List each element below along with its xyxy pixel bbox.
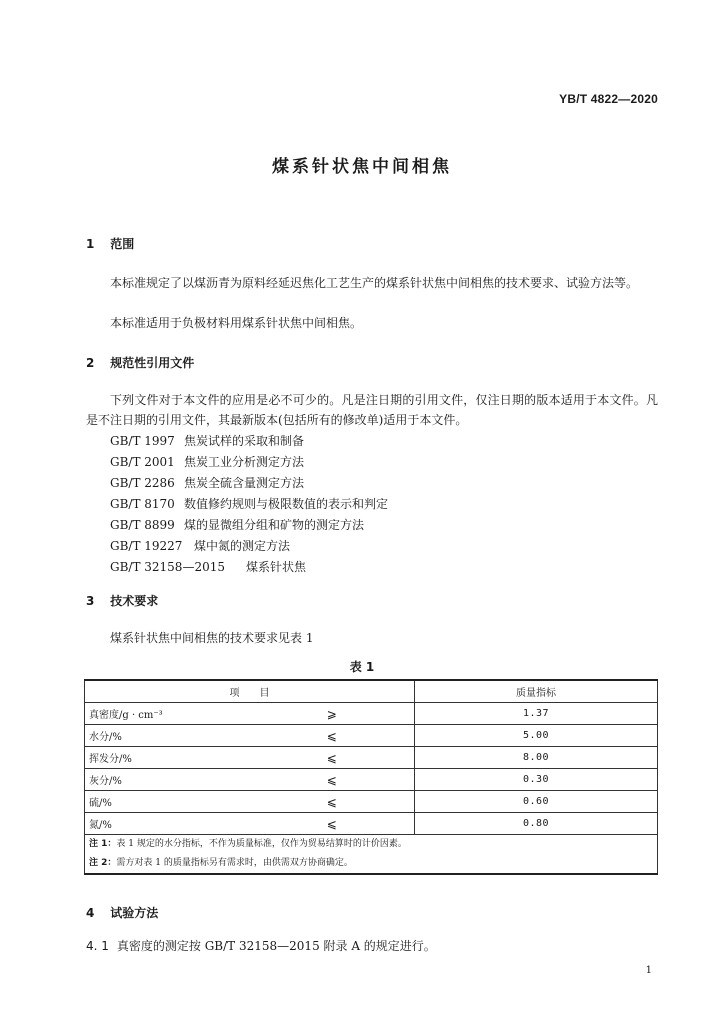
section-number: 4 [86, 906, 95, 920]
table-note-2 [89, 854, 653, 873]
reference-item [110, 431, 388, 452]
reference-code: GB/T 19227 [110, 539, 183, 553]
note-label: 注 1： [89, 839, 117, 849]
reference-code: GB/T 8170 [110, 497, 175, 511]
reference-code: GB/T 8899 [110, 518, 175, 532]
reference-item [110, 452, 388, 473]
row-operator: ⩽ [250, 791, 415, 813]
table-note-1 [89, 835, 653, 854]
table-notes-row [85, 835, 658, 875]
row-item: 硫/% [85, 791, 250, 813]
table-row [85, 703, 658, 725]
table-title: 表 1 [349, 660, 375, 674]
section-4-heading [86, 904, 158, 921]
section-2-paragraph: 下列文件对于本文件的应用是必不可少的。凡是注日期的引用文件，仅注日期的版本适用于本文件。凡是不注日期的引用文件，其最新版本(包括所有的修改单)适用于本文件。 [86, 393, 658, 427]
section-title: 范围 [110, 237, 135, 251]
section-title: 技术要求 [110, 594, 159, 608]
reference-item [110, 557, 388, 578]
reference-code: GB/T 2001 [110, 455, 175, 469]
row-operator: ⩽ [250, 813, 415, 835]
table-row [85, 791, 658, 813]
table-row [85, 725, 658, 747]
section-number: 1 [86, 237, 95, 251]
table-header-row [85, 680, 658, 703]
table-notes [85, 835, 658, 875]
table-row [85, 769, 658, 791]
row-item: 灰分/% [85, 769, 250, 791]
section-1-paragraph-1: 本标准规定了以煤沥青为原料经延迟焦化工艺生产的煤系针状焦中间相焦的技术要求、试验方法等。 [110, 276, 639, 290]
clause-text: 真密度的测定按 GB/T 32158—2015 附录 A 的规定进行。 [116, 939, 436, 953]
reference-item [110, 473, 388, 494]
section-1-paragraph-2: 本标准适用于负极材料用煤系针状焦中间相焦。 [110, 316, 363, 330]
reference-title: 焦炭全硫含量测定方法 [184, 476, 305, 490]
clause-4-1 [86, 937, 436, 954]
reference-title: 数值修约规则与极限数值的表示和判定 [184, 497, 389, 511]
section-2-heading [86, 354, 194, 371]
page-number: 1 [645, 965, 652, 976]
normative-reference-list [110, 431, 388, 578]
row-value: 8.00 [415, 747, 658, 769]
row-value: 0.80 [415, 813, 658, 835]
row-item: 真密度/g · cm⁻³ [85, 703, 250, 725]
section-3-heading [86, 592, 158, 609]
row-value: 1.37 [415, 703, 658, 725]
reference-item [110, 536, 388, 557]
reference-code: GB/T 32158—2015 [110, 560, 225, 574]
reference-title: 煤的显微组分组和矿物的测定方法 [184, 518, 365, 532]
document-title: 煤系针状焦中间相焦 [272, 157, 452, 177]
note-text: 需方对表 1 的质量指标另有需求时，由供需双方协商确定。 [116, 858, 353, 868]
row-operator: ⩽ [250, 747, 415, 769]
row-operator: ⩽ [250, 769, 415, 791]
header-item: 项 目 [85, 680, 415, 703]
row-value: 0.60 [415, 791, 658, 813]
section-3-paragraph: 煤系针状焦中间相焦的技术要求见表 1 [110, 631, 314, 645]
row-operator: ⩽ [250, 725, 415, 747]
row-item: 水分/% [85, 725, 250, 747]
row-value: 5.00 [415, 725, 658, 747]
section-1-heading [86, 235, 134, 252]
standard-code: YB/T 4822—2020 [559, 92, 658, 106]
table-row [85, 747, 658, 769]
reference-title: 焦炭试样的采取和制备 [184, 434, 305, 448]
table-row [85, 813, 658, 835]
section-number: 2 [86, 356, 95, 370]
reference-code: GB/T 2286 [110, 476, 175, 490]
reference-item [110, 494, 388, 515]
row-item: 挥发分/% [85, 747, 250, 769]
clause-number: 4. 1 [86, 939, 109, 953]
technical-requirements-table [84, 679, 658, 875]
note-text: 表 1 规定的水分指标，不作为质量标准，仅作为贸易结算时的计价因素。 [116, 839, 407, 849]
row-operator: ⩾ [250, 703, 415, 725]
header-value: 质量指标 [415, 680, 658, 703]
reference-code: GB/T 1997 [110, 434, 175, 448]
section-number: 3 [86, 594, 95, 608]
reference-title: 煤系针状焦 [246, 560, 307, 574]
reference-item [110, 515, 388, 536]
section-title: 试验方法 [110, 906, 159, 920]
reference-title: 焦炭工业分析测定方法 [184, 455, 305, 469]
row-item: 氮/% [85, 813, 250, 835]
reference-title: 煤中氮的测定方法 [194, 539, 291, 553]
note-label: 注 2： [89, 858, 117, 868]
row-value: 0.30 [415, 769, 658, 791]
section-title: 规范性引用文件 [110, 356, 195, 370]
